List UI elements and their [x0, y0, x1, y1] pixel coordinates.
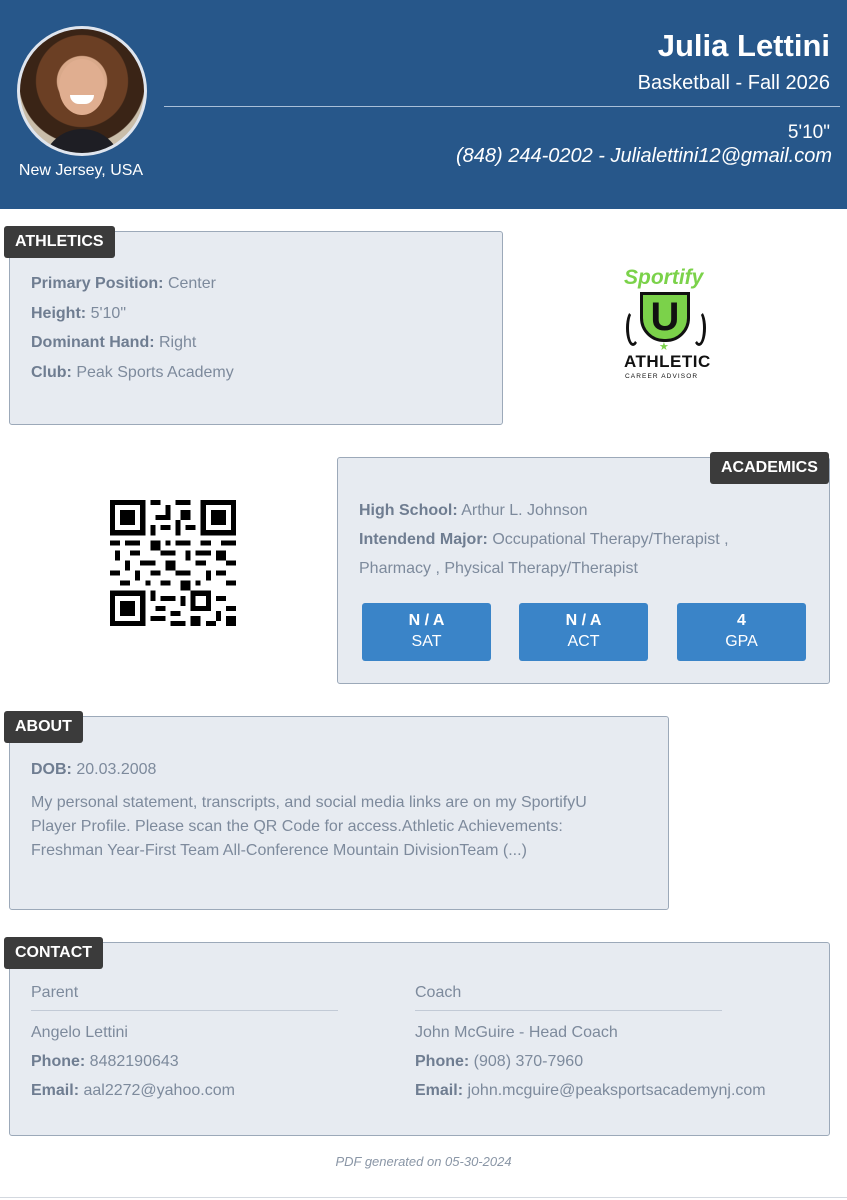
pdf-footer: PDF generated on 05-30-2024 [335, 1154, 512, 1169]
athletics-row-height [31, 305, 126, 323]
personal-statement [31, 791, 651, 863]
athletics-row-position [31, 275, 216, 293]
high-school-row [359, 502, 588, 520]
contact-tag: CONTACT [4, 937, 103, 969]
avatar-shirt [42, 129, 122, 156]
major-label: Intendend Major: [359, 531, 488, 548]
coach-name: John McGuire - Head Coach [415, 1024, 618, 1041]
major-value-line2: Pharmacy , Physical Therapy/Therapist [359, 560, 638, 577]
dob-value: 20.03.2008 [76, 761, 157, 778]
athletics-row-club [31, 364, 234, 382]
stat-gpa [677, 603, 806, 661]
coach-heading: Coach [415, 984, 462, 1001]
coach-email-value[interactable]: john.mcguire@peaksportsacademynj.com [467, 1082, 766, 1099]
qr-code-icon[interactable] [110, 500, 236, 626]
stat-gpa-value: 4 [737, 612, 746, 629]
about-tag: ABOUT [4, 711, 83, 743]
stat-act-value: N / A [565, 612, 602, 629]
statement-line-2: Player Profile. Please scan the QR Code for access.Athletic Achievements: [31, 818, 563, 835]
position-label: Primary Position: [31, 275, 164, 292]
logo-brand: Sportify [624, 266, 704, 289]
logo-shield: U [640, 292, 690, 342]
high-school-value: Arthur L. Johnson [461, 502, 588, 519]
stat-act-label: ACT [567, 633, 600, 650]
location: New Jersey, USA [18, 162, 144, 179]
bottom-divider [0, 1197, 847, 1198]
position-value: Center [167, 275, 216, 292]
major-value-line1: Occupational Therapy/Therapist , [492, 531, 729, 548]
coach-phone-row[interactable] [415, 1053, 583, 1071]
dob-label: DOB: [31, 761, 72, 778]
athletics-row-hand [31, 334, 196, 352]
parent-divider [31, 1010, 338, 1011]
statement-line-1: My personal statement, transcripts, and social media links are on my SportifyU [31, 794, 587, 811]
athletics-card [9, 231, 503, 425]
athlete-name: Julia Lettini [657, 28, 830, 63]
parent-phone-value[interactable]: 8482190643 [89, 1053, 179, 1070]
club-value: Peak Sports Academy [76, 364, 234, 381]
stat-act [519, 603, 648, 661]
avatar [17, 26, 147, 156]
major-row [359, 531, 729, 549]
sportifyu-logo [622, 266, 710, 382]
coach-phone-label: Phone: [415, 1053, 470, 1070]
academics-tag: ACADEMICS [710, 452, 829, 484]
parent-email-value[interactable]: aal2272@yahoo.com [83, 1082, 235, 1099]
laurel-right-icon [692, 310, 706, 346]
laurel-left-icon [626, 310, 640, 346]
parent-phone-label: Phone: [31, 1053, 86, 1070]
stat-sat [362, 603, 491, 661]
logo-tagline: CAREER ADVISOR [625, 373, 699, 380]
parent-email-row[interactable] [31, 1082, 235, 1100]
coach-phone-value[interactable]: (908) 370-7960 [473, 1053, 584, 1070]
stat-sat-value: N / A [408, 612, 445, 629]
coach-email-label: Email: [415, 1082, 464, 1099]
dob-row [31, 761, 156, 779]
parent-phone-row[interactable] [31, 1053, 179, 1071]
stat-sat-label: SAT [411, 633, 442, 650]
coach-divider [415, 1010, 722, 1011]
club-label: Club: [31, 364, 72, 381]
parent-heading: Parent [31, 984, 79, 1001]
hand-label: Dominant Hand: [31, 334, 155, 351]
parent-name: Angelo Lettini [31, 1024, 128, 1041]
height-label: Height: [31, 305, 87, 322]
stat-gpa-label: GPA [725, 633, 758, 650]
hand-value: Right [159, 334, 197, 351]
header-divider [164, 106, 840, 107]
statement-line-3: Freshman Year-First Team All-Conference Mountain DivisionTeam (...) [31, 842, 527, 859]
high-school-label: High School: [359, 502, 458, 519]
avatar-face [59, 59, 105, 115]
coach-email-row[interactable] [415, 1082, 766, 1100]
athletics-tag: ATHLETICS [4, 226, 115, 258]
height-value: 5'10" [90, 305, 126, 322]
header-contact[interactable]: (848) 244-0202 - Julialettini12@gmail.com [455, 145, 832, 167]
parent-email-label: Email: [31, 1082, 80, 1099]
sport-season: Basketball - Fall 2026 [637, 72, 830, 94]
logo-word: ATHLETIC [624, 352, 711, 371]
header-height: 5'10" [787, 122, 830, 143]
profile-header [0, 0, 847, 209]
star-icon: ★ [659, 341, 669, 353]
